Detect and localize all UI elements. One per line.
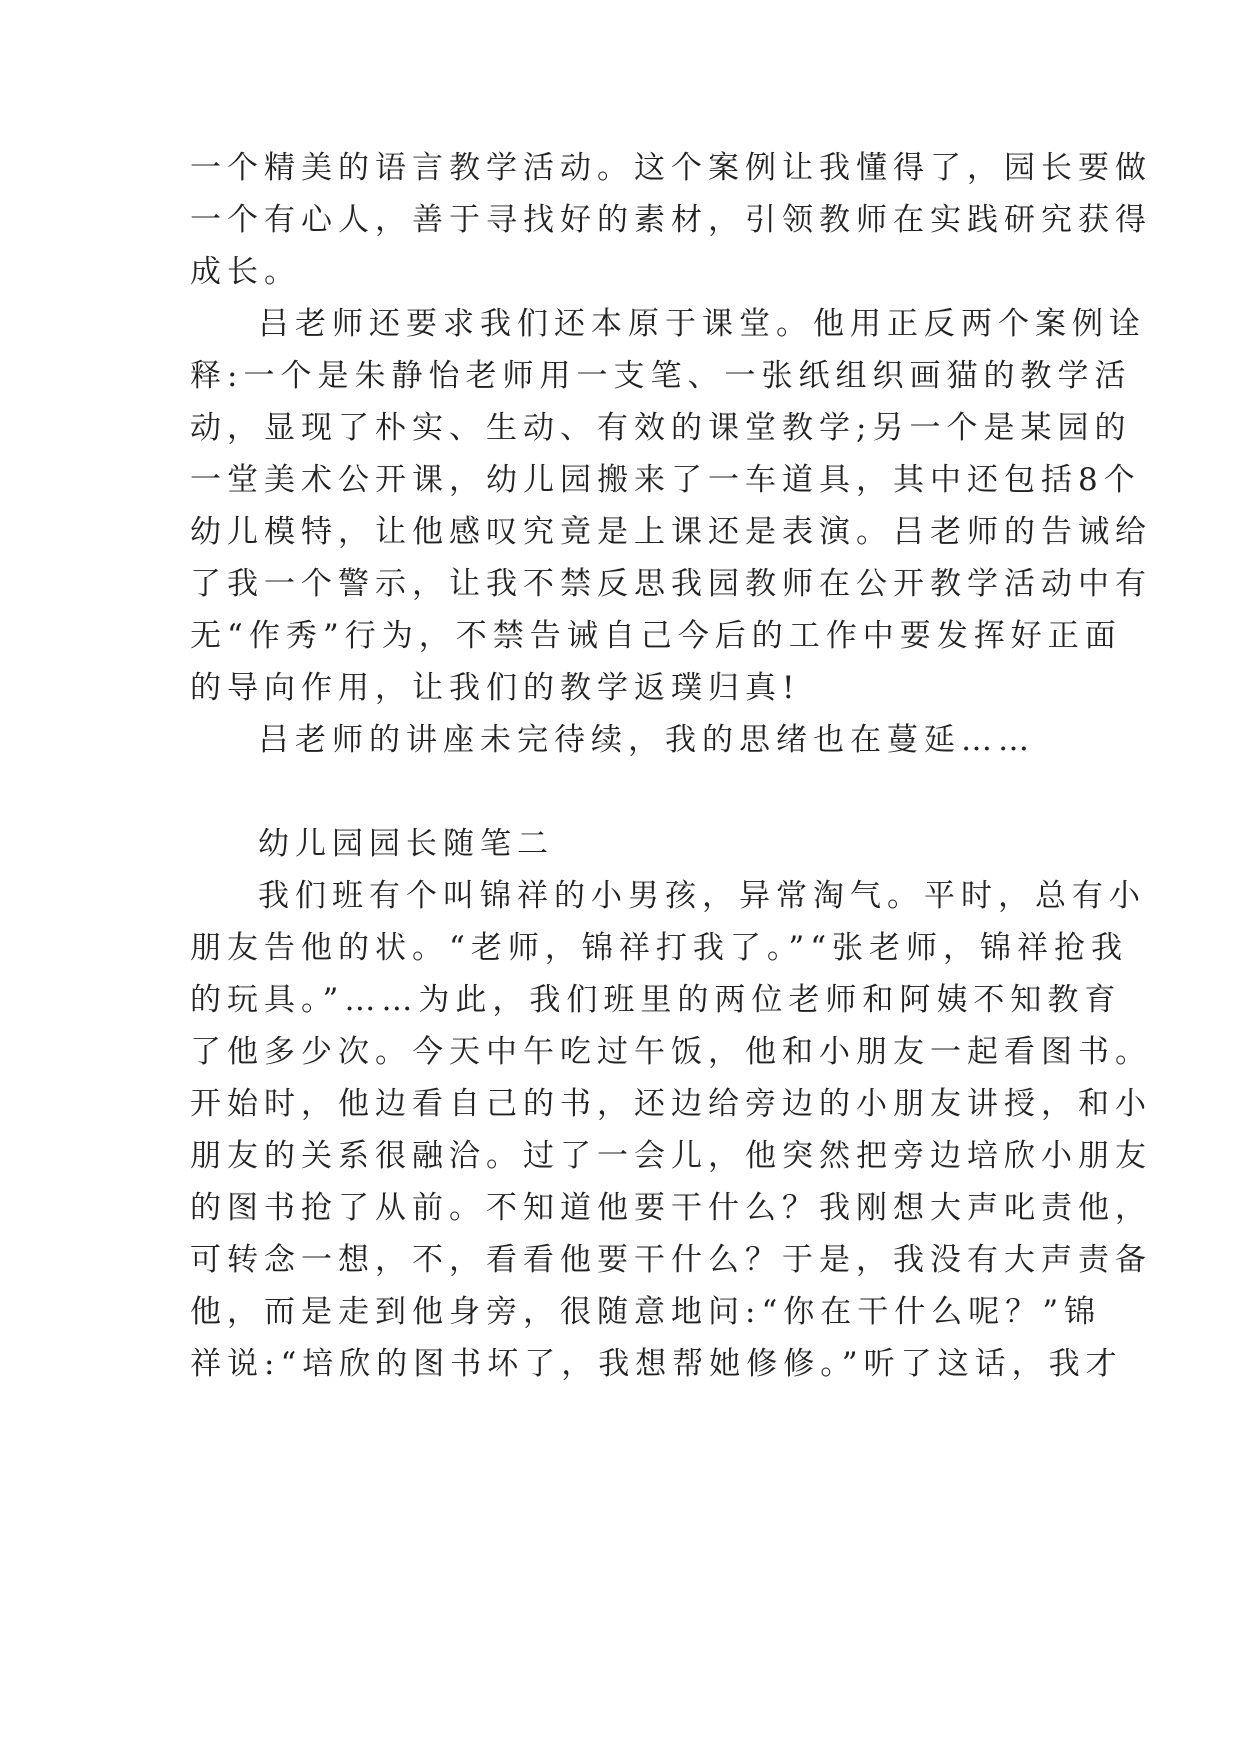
paragraph-first-line: 吕老师还要求我们还本原于课堂。他用正反两个案例诠: [258, 306, 1146, 342]
text-line: 一堂美术公开课，幼儿园搬来了一车道具，其中还包括8个: [190, 462, 1141, 498]
text-line: 成长。: [190, 254, 301, 290]
text-line: 可转念一想，不，看看他要干什么？于是，我没有大声责备: [190, 1242, 1152, 1278]
paragraph-first-line: 吕老师的讲座未完待续，我的思绪也在蔓延……: [258, 722, 1035, 758]
text-line: 释:一个是朱静怡老师用一支笔、一张纸组织画猫的教学活: [190, 358, 1132, 394]
text-line: 无“作秀”行为，不禁告诫自己今后的工作中要发挥好正面: [190, 618, 1122, 654]
text-line: 一个有心人，善于寻找好的素材，引领教师在实践研究获得: [190, 202, 1152, 238]
text-line: 动，显现了朴实、生动、有效的课堂教学;另一个是某园的: [190, 410, 1132, 446]
text-line: 的玩具。”……为此，我们班里的两位老师和阿姨不知教育: [190, 982, 1122, 1018]
text-line: 朋友的关系很融洽。过了一会儿，他突然把旁边培欣小朋友: [190, 1138, 1152, 1174]
text-line: 开始时，他边看自己的书，还边给旁边的小朋友讲授，和小: [190, 1086, 1152, 1122]
section-heading: 幼儿园园长随笔二: [258, 826, 554, 862]
text-line: 了我一个警示，让我不禁反思我园教师在公开教学活动中有: [190, 566, 1152, 602]
paragraph-first-line: 我们班有个叫锦祥的小男孩，异常淘气。平时，总有小: [258, 878, 1146, 914]
text-line: 的导向作用，让我们的教学返璞归真!: [190, 670, 801, 706]
text-line: 朋友告他的状。“老师，锦祥打我了。”“张老师，锦祥抢我: [190, 930, 1129, 966]
text-line: 他，而是走到他身旁，很随意地问:“你在干什么呢？”锦: [190, 1294, 1102, 1330]
text-line: 幼儿模特，让他感叹究竟是上课还是表演。吕老师的告诫给: [190, 514, 1152, 550]
text-line: 一个精美的语言教学活动。这个案例让我懂得了，园长要做: [190, 150, 1152, 186]
text-line: 了他多少次。今天中午吃过午饭，他和小朋友一起看图书。: [190, 1034, 1152, 1070]
text-line: 祥说:“培欣的图书坏了，我想帮她修修。”听了这话，我才: [190, 1346, 1123, 1382]
text-line: 的图书抢了从前。不知道他要干什么？我刚想大声叱责他，: [190, 1190, 1152, 1226]
